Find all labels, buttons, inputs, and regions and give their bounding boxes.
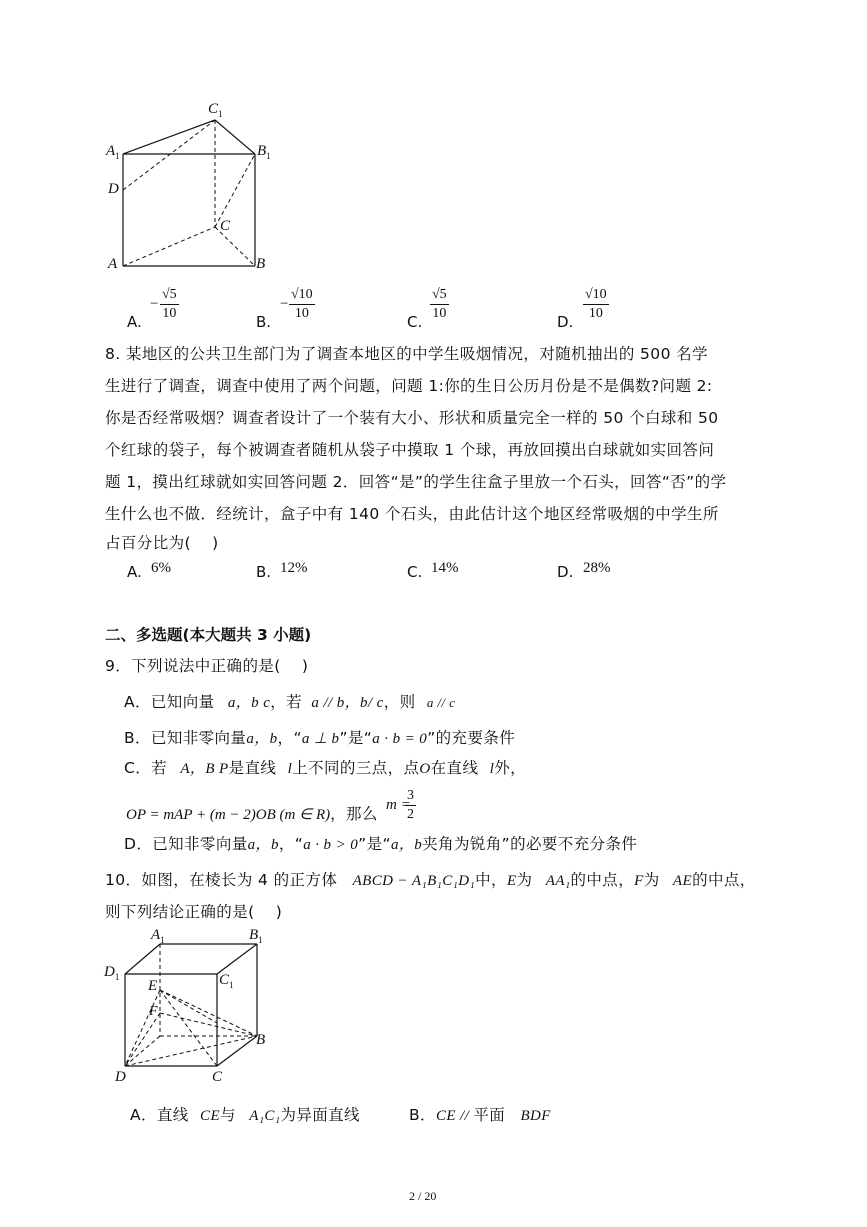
q9-c-numerator: 3 [407, 788, 414, 803]
q7-option-a-numerator: √5 [162, 287, 177, 302]
q10-a-ce: CE [200, 1108, 221, 1124]
q9-b-vectors: a，b [246, 731, 278, 747]
q10-b-mid: 平面 [473, 1106, 506, 1124]
q7-option-d-letter: D. [557, 313, 574, 331]
cube-label-c: C [212, 1069, 223, 1085]
q9-a-then: ，则 [383, 693, 416, 711]
q9-a-vectors: a，b c [227, 695, 271, 711]
q8-line-3: 你是否经常吸烟？调查者设计了一个装有大小、形状和质量完全一样的 50 个白球和 50 [105, 409, 719, 427]
q10-option-a [130, 1103, 360, 1125]
q8-option-a-value: 6% [151, 560, 171, 576]
q7-option-a-fraction [160, 287, 179, 322]
q9-c-mid3: 在直线 [430, 759, 479, 777]
q10-a-pre: A．直线 [130, 1106, 189, 1124]
q10-b-condition: CE // [435, 1108, 474, 1124]
q9-c-equation-row [126, 802, 378, 824]
q9-c-m-eq: m = [386, 797, 411, 813]
q7-option-c-fraction [430, 287, 449, 322]
label-d: D [108, 181, 119, 197]
q9-c-equation: OP = mAP + (m − 2)OB (m ∈ R) [126, 807, 331, 823]
cube-label-f: F [149, 1004, 158, 1019]
page-number: 2 / 20 [409, 1189, 437, 1203]
q9-d-quote-1: ，“ [278, 835, 304, 853]
q9-c-fraction [405, 788, 416, 823]
q10-b-plane: BDF [520, 1108, 551, 1124]
q10-e: E [506, 873, 517, 889]
q9-d-pre: D．已知非零向量 [124, 835, 248, 853]
q9-c-mid2: 上不同的三点，点 [292, 759, 420, 777]
cube-label-d: D [115, 1069, 126, 1085]
cube-label-a1: $A_1$ [151, 927, 165, 945]
q7-option-d-numerator: √10 [585, 287, 607, 302]
q10-cube: ABCD − A₁B₁C₁D₁ [352, 873, 476, 889]
q9-option-b [124, 726, 515, 748]
q8-option-c-letter: C. [407, 563, 423, 581]
q9-option-d [124, 832, 637, 854]
q9-a-result: a // c [426, 695, 456, 710]
q10-f: F [634, 873, 644, 889]
q10-ae: AE [672, 873, 693, 889]
q9-option-a [124, 690, 455, 712]
q9-d-quote-2: ”是“ [358, 835, 391, 853]
q7-option-b-fraction [289, 287, 315, 322]
q9-a-mid: ，若 [270, 693, 303, 711]
q9-b-condition-1: a ⊥ b [301, 731, 340, 747]
q9-c-post: 外， [494, 759, 527, 777]
section-2-title: 二、多选题(本大题共 3 小题) [105, 626, 312, 644]
label-a: A [108, 256, 118, 272]
q10-option-b [409, 1103, 551, 1125]
q9-d-post: 夹角为锐角”的必要不充分条件 [422, 835, 638, 853]
q8-line-6: 生什么也不做．经统计，盒子中有 140 个石头，由此估计这个地区经常吸烟的中学生所 [105, 505, 719, 523]
q9-c-points: A，B P [180, 761, 229, 777]
label-c1: $C_1$ [208, 101, 223, 119]
q7-option-d-denominator: 10 [588, 306, 603, 321]
label-a1: $A_1$ [106, 143, 120, 161]
q8-option-d-value: 28% [583, 560, 611, 576]
q9-c-then: ，那么 [330, 805, 378, 823]
q9-d-vectors-2: a，b [390, 837, 423, 853]
q10-stem-post: 的中点， [692, 871, 756, 889]
label-b: B [256, 256, 266, 272]
q8-line-5: 题 1，摸出红球就如实回答问题 2．回答“是”的学生往盒子里放一个石头，回答“否”的学 [105, 473, 727, 491]
q10-b-pre: B． [409, 1106, 436, 1124]
q8-line-1: 8. 某地区的公共卫生部门为了调查本地区的中学生吸烟情况，对随机抽出的 500 名学 [105, 345, 708, 363]
q8-option-c-value: 14% [431, 560, 459, 576]
q7-option-b-letter: B. [256, 313, 272, 331]
q10-stem-line-2: 则下列结论正确的是( ) [105, 903, 283, 921]
q7-prism-figure [100, 100, 290, 280]
q9-c-mid: 是直线 [228, 759, 277, 777]
q10-a-post: 为异面直线 [280, 1106, 360, 1124]
q9-c-pre: C．若 [124, 759, 168, 777]
q7-option-a-letter: A. [127, 313, 142, 331]
q10-a-a1c1: A₁C₁ [249, 1108, 281, 1124]
q7-option-b-denominator: 10 [294, 306, 309, 321]
cube-label-b: B [256, 1032, 266, 1048]
q10-a-mid: 与 [220, 1106, 236, 1124]
label-b1: $B_1$ [257, 143, 271, 161]
q8-option-d-letter: D. [557, 563, 574, 581]
cube-label-b1: $B_1$ [249, 927, 263, 945]
q8-line-4: 个红球的袋子，每个被调查者随机从袋子中摸取 1 个球，再放回摸出白球就如实回答问 [105, 441, 715, 459]
q7-option-c-denominator: 10 [432, 306, 447, 321]
q9-c-line-l: l [287, 761, 293, 777]
q10-stem-mid3: 的中点， [570, 871, 635, 889]
q9-stem: 9．下列说法中正确的是( ) [105, 657, 309, 675]
q10-aa1: AA₁ [545, 873, 571, 889]
q7-option-a-sign: − [150, 296, 159, 312]
q9-b-pre: B．已知非零向量 [124, 729, 247, 747]
q8-option-b-value: 12% [280, 560, 308, 576]
q9-d-condition: a · b > 0 [303, 837, 359, 853]
q10-stem-mid: 中， [475, 871, 507, 889]
q9-a-condition: a // b，b/ c [311, 695, 384, 711]
cube-label-d1: $D_1$ [104, 964, 120, 982]
cube-label-e: E [148, 978, 158, 994]
q7-option-a-denominator: 10 [162, 306, 177, 321]
q10-stem-pre: 10．如图，在棱长为 4 的正方体 [105, 871, 338, 889]
q9-c-point-o: O [419, 761, 431, 777]
q10-cube-figure [100, 925, 280, 1090]
label-c: C [220, 218, 231, 234]
q8-line-7: 占百分比为( ) [105, 534, 219, 552]
q10-stem-mid2: 为 [516, 871, 533, 889]
q9-d-vectors: a，b [247, 837, 279, 853]
q9-b-quote-2: ”是“ [339, 729, 373, 747]
q8-option-b-letter: B. [256, 563, 272, 581]
q9-c-denominator: 2 [407, 807, 414, 822]
q10-stem-mid4: 为 [643, 871, 660, 889]
q7-option-d-fraction [583, 287, 609, 322]
q9-option-c [124, 756, 526, 778]
q9-a-pre: A．已知向量 [124, 693, 215, 711]
q9-b-condition-2: a · b = 0 [372, 731, 428, 747]
q9-c-line-l-2: l [489, 761, 495, 777]
q8-option-a-letter: A. [127, 563, 142, 581]
q7-option-c-numerator: √5 [432, 287, 447, 302]
q10-stem [105, 868, 756, 890]
q9-b-quote-1: ，“ [277, 729, 302, 747]
q7-option-b-sign: − [280, 296, 289, 312]
q9-b-post: ”的充要条件 [427, 729, 516, 747]
q7-option-b-numerator: √10 [291, 287, 313, 302]
q8-line-2: 生进行了调查，调查中使用了两个问题，问题 1:你的生日公历月份是不是偶数?问题 2: [105, 377, 713, 395]
cube-label-c1: $C_1$ [219, 972, 234, 990]
q7-option-c-letter: C. [407, 313, 423, 331]
